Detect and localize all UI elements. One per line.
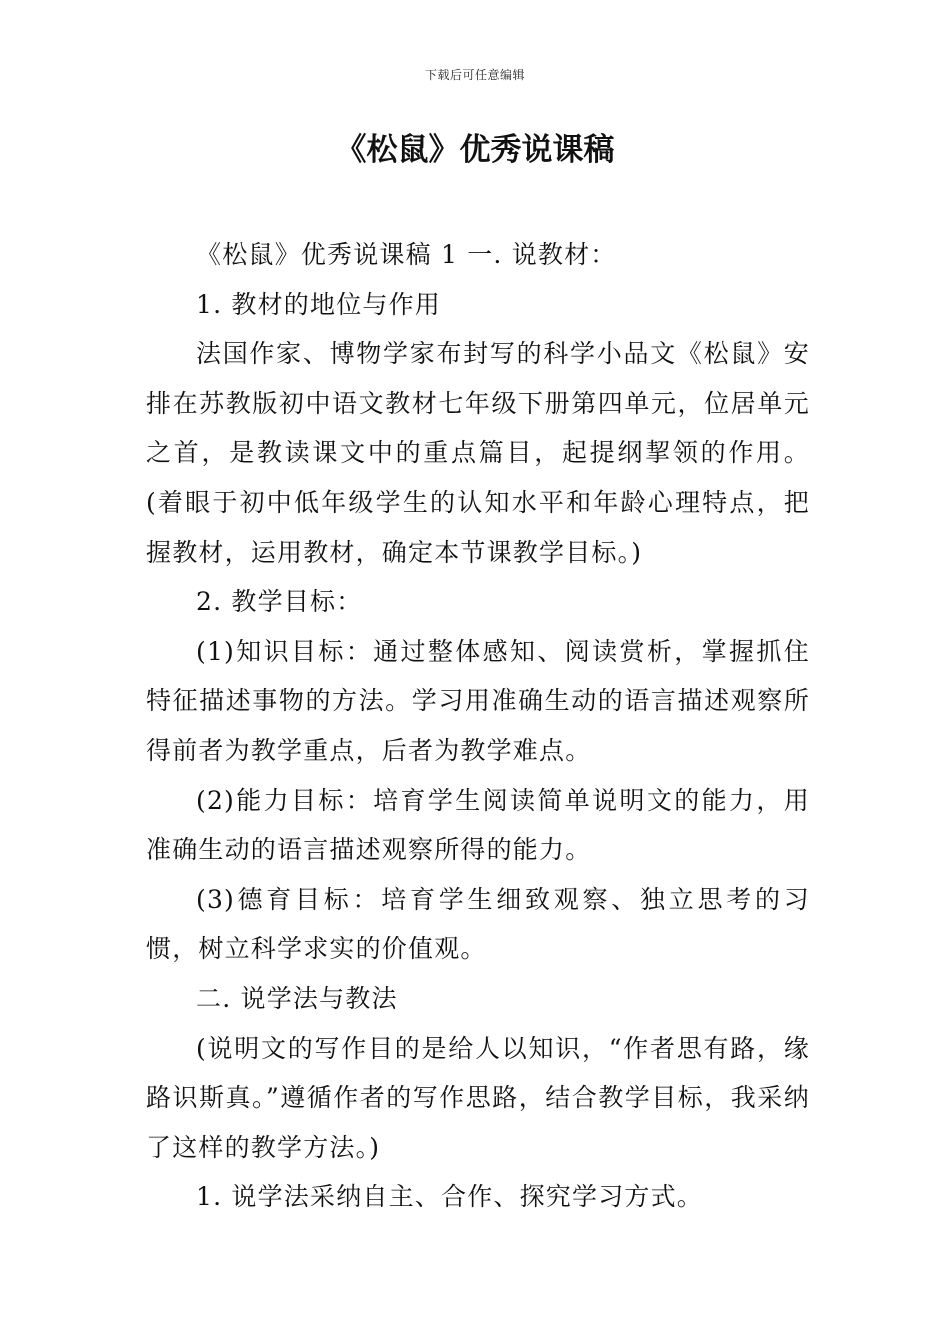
paragraph-goal-ability: (2)能力目标：培育学生阅读简单说明文的能力，用准确生动的语言描述观察所得的能力。 [146, 785, 810, 865]
paragraph-methods-text: (说明文的写作目的是给人以知识，“作者思有路，缘路识斯真。”遵循作者的写作思路，结合教学目标，我采纳了这样的教学方法。) [146, 1033, 810, 1162]
paragraph-learning-method: 1. 说学法采纳自主、合作、探究学习方式。 [196, 1182, 704, 1212]
paragraph-goal-moral: (3)德育目标：培育学生细致观察、独立思考的习惯，树立科学求实的价值观。 [146, 884, 810, 964]
paragraph-heading-role: 1. 教材的地位与作用 [196, 289, 442, 319]
header-note: 下载后可任意编辑 [424, 68, 525, 82]
paragraph-role-text: 法国作家、博物学家布封写的科学小品文《松鼠》安排在苏教版初中语文教材七年级下册第四单元，位居单元之首，是教读课文中的重点篇目，起提纲挈领的作用。(着眼于初中低年级学生的认知水平和年龄心理特点，把握教材，运用教材，确定本节课教学目标。) [146, 339, 810, 567]
paragraph-heading-methods: 二. 说学法与教法 [196, 983, 398, 1013]
paragraph-intro: 《松鼠》优秀说课稿 1 一. 说教材： [196, 240, 617, 269]
document-body [146, 230, 810, 1222]
paragraph-goal-knowledge: (1)知识目标：通过整体感知、阅读赏析，掌握抓住特征描述事物的方法。学习用准确生动的语言描述观察所得前者为教学重点，后者为教学难点。 [146, 636, 810, 765]
paragraph-heading-goals: 2. 教学目标： [196, 587, 363, 617]
document-title: 《松鼠》优秀说课稿 [335, 132, 615, 168]
